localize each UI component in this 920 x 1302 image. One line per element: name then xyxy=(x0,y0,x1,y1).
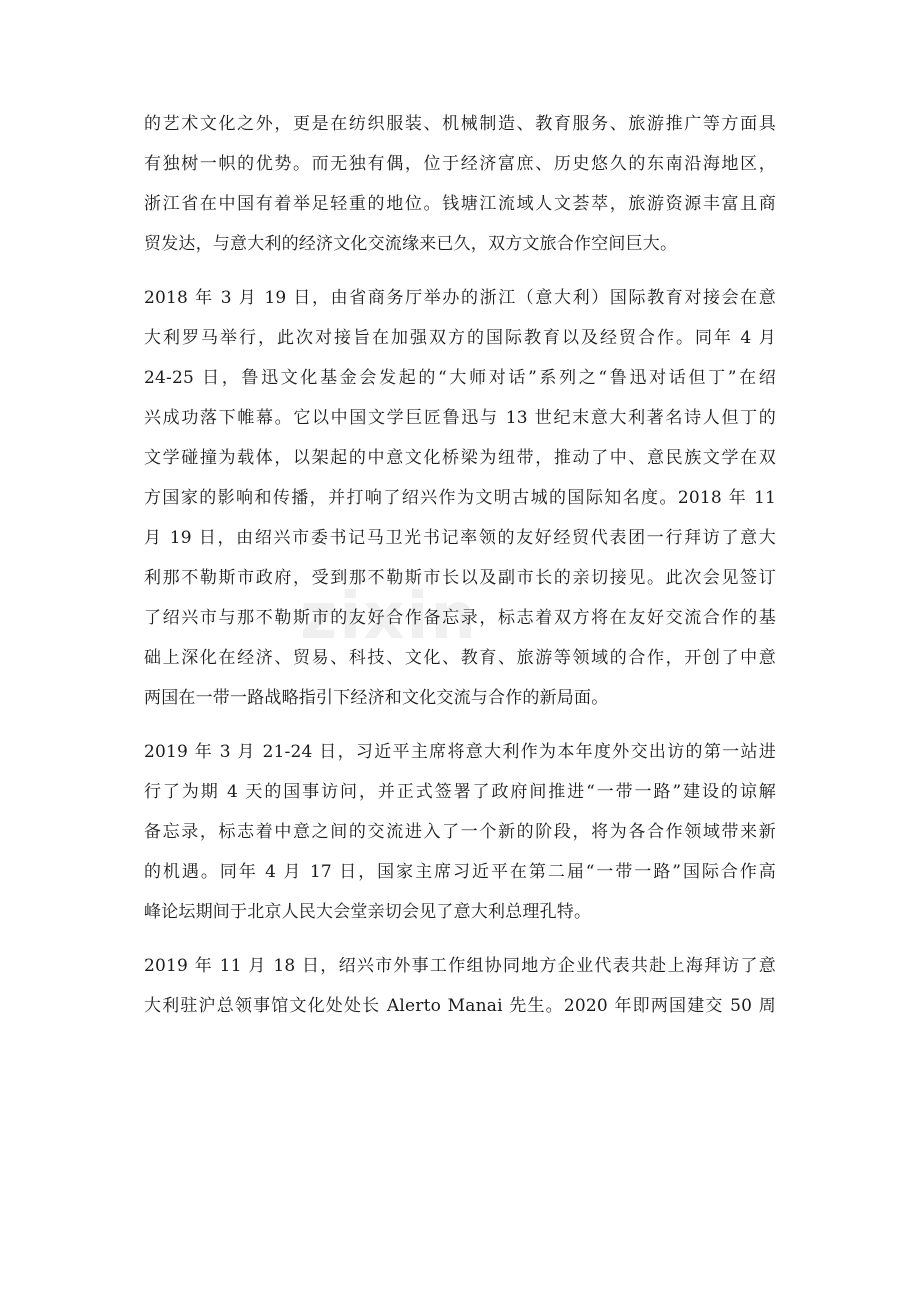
text-line: 大利驻沪总领事馆文化处处长 Alerto Manai 先生。2020 年即两国建交 50 周 xyxy=(144,996,776,1016)
text-line: 方国家的影响和传播，并打响了绍兴作为文明古城的国际知名度。2018 年 11 xyxy=(144,488,776,508)
text-line: 24-25 日，鲁迅文化基金会发起的“大师对话”系列之“鲁迅对话但丁”在绍 xyxy=(144,368,776,388)
text-line: 文学碰撞为载体，以架起的中意文化桥梁为纽带，推动了中、意民族文学在双 xyxy=(144,448,776,468)
text-line: 两国在一带一路战略指引下经济和文化交流与合作的新局面。 xyxy=(144,688,609,708)
paragraph xyxy=(144,732,776,932)
text-line: 2019 年 3 月 21-24 日，习近平主席将意大利作为本年度外交出访的第一站进 xyxy=(144,742,776,762)
text-line: 月 19 日，由绍兴市委书记马卫光书记率领的友好经贸代表团一行拜访了意大 xyxy=(144,528,776,548)
paragraph xyxy=(144,946,776,1026)
paragraph xyxy=(144,104,776,264)
text-line: 利那不勒斯市政府，受到那不勒斯市长以及副市长的亲切接见。此次会见签订 xyxy=(144,568,776,588)
text-line: 峰论坛期间于北京人民大会堂亲切会见了意大利总理孔特。 xyxy=(144,902,592,922)
watermark-logo: zixin xyxy=(300,580,478,654)
text-line: 备忘录，标志着中意之间的交流进入了一个新的阶段，将为各合作领域带来新 xyxy=(144,822,776,842)
text-line: 行了为期 4 天的国事访问，并正式签署了政府间推进“一带一路”建设的谅解 xyxy=(144,782,776,802)
text-line: 贸发达，与意大利的经济文化交流缘来已久，双方文旅合作空间巨大。 xyxy=(144,234,678,254)
text-line: 2019 年 11 月 18 日，绍兴市外事工作组协同地方企业代表共赴上海拜访了意 xyxy=(144,956,776,976)
text-line: 有独树一帜的优势。而无独有偶，位于经济富庶、历史悠久的东南沿海地区， xyxy=(144,154,776,174)
text-line: 的机遇。同年 4 月 17 日，国家主席习近平在第二届“一带一路”国际合作高 xyxy=(144,862,776,882)
paragraph xyxy=(144,278,776,718)
text-line: 兴成功落下帷幕。它以中国文学巨匠鲁迅与 13 世纪末意大利著名诗人但丁的 xyxy=(144,408,776,428)
text-line: 2018 年 3 月 19 日，由省商务厅举办的浙江（意大利）国际教育对接会在意 xyxy=(144,288,776,308)
document-body xyxy=(144,104,776,1040)
text-line: 浙江省在中国有着举足轻重的地位。钱塘江流域人文荟萃，旅游资源丰富且商 xyxy=(144,194,776,214)
text-line: 础上深化在经济、贸易、科技、文化、教育、旅游等领域的合作，开创了中意 xyxy=(144,648,776,668)
text-line: 的艺术文化之外，更是在纺织服装、机械制造、教育服务、旅游推广等方面具 xyxy=(144,114,776,134)
text-line: 大利罗马举行，此次对接旨在加强双方的国际教育以及经贸合作。同年 4 月 xyxy=(144,328,776,348)
text-line: 了绍兴市与那不勒斯市的友好合作备忘录，标志着双方将在友好交流合作的基 xyxy=(144,608,776,628)
